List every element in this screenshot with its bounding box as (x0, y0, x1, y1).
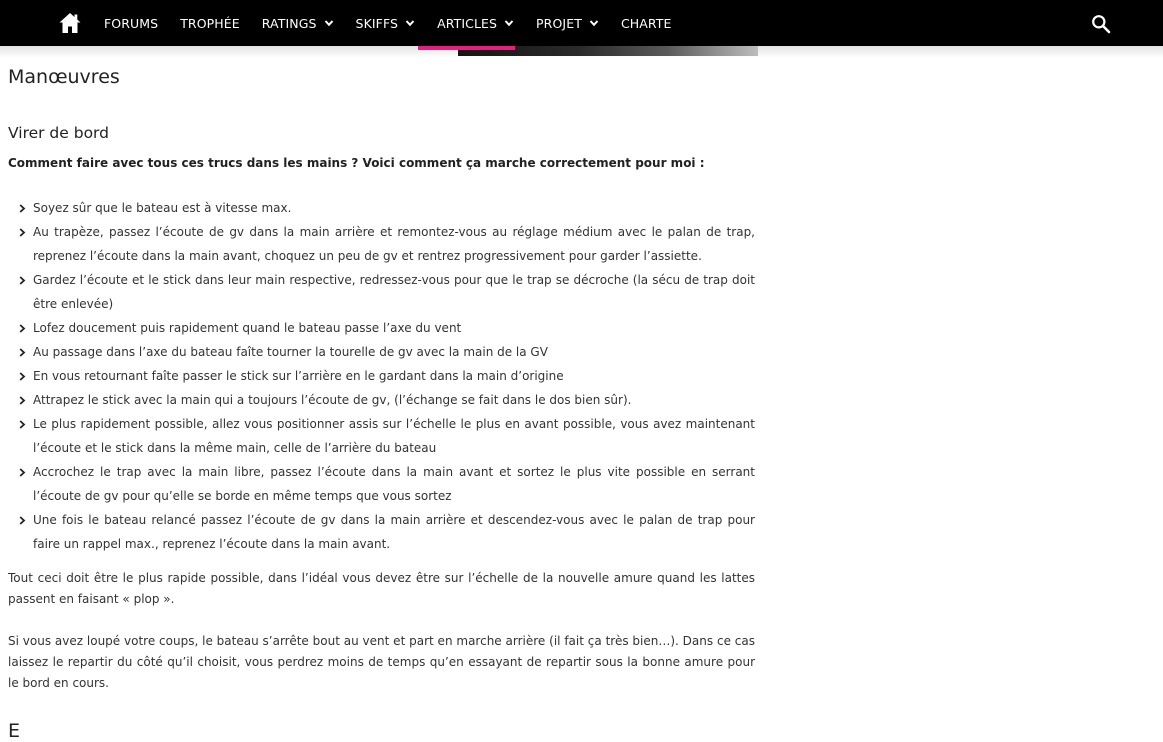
chevron-right-icon (19, 516, 26, 525)
menu-item-trophee[interactable] (180, 0, 240, 46)
chevron-down-icon (405, 18, 415, 28)
list-item-text: Au trapèze, passez l’écoute de gv dans la main arrière et remontez-vous au réglage médium avec le palan de trap, reprenez l’écoute dans la main avant, choquez un peu de gv et rentrez progressivement pour garder l’assiette. (33, 225, 755, 263)
list-item (8, 412, 755, 460)
menu-item-forums[interactable] (104, 0, 158, 46)
chevron-right-icon (19, 396, 26, 405)
menu-item-charte[interactable] (621, 0, 672, 46)
list-item-text: Gardez l’écoute et le stick dans leur main respective, redressez-vous pour que le trap se décroche (la sécu de trap doit être enlevée) (33, 273, 755, 311)
list-item-text: Accrochez le trap avec la main libre, passez l’écoute dans la main avant et sortez le plus vite possible en serrant l’écoute de gv pour qu’elle se borde en même temps que vous sortez (33, 465, 755, 503)
menu-item-projet[interactable] (536, 0, 599, 46)
list-item-text: En vous retournant faîte passer le stick sur l’arrière en le gardant dans la main d’origine (33, 369, 564, 383)
menu-item-label: ARTICLES (437, 15, 498, 31)
home-icon[interactable] (58, 11, 82, 35)
menu-item-label: TROPHÉE (180, 15, 240, 31)
list-item (8, 460, 755, 508)
chevron-right-icon (19, 468, 26, 477)
chevron-down-icon (324, 18, 334, 28)
subsection-heading: Virer de bord (8, 124, 109, 142)
menu-item-articles[interactable] (437, 0, 514, 46)
list-item-text: Lofez doucement puis rapidement quand le bateau passe l’axe du vent (33, 321, 462, 335)
menu-item-ratings[interactable] (262, 0, 334, 46)
menu-item-label: CHARTE (620, 15, 672, 31)
list-item (8, 268, 755, 316)
menu-item-label: PROJET (536, 15, 582, 31)
list-item-text: Une fois le bateau relancé passez l’écoute de gv dans la main arrière et descendez-vous avec le palan de trap pour faire un rappel max., reprenez l’écoute dans la main avant. (33, 513, 755, 551)
list-item (8, 508, 755, 556)
paragraph: Si vous avez loupé votre coups, le bateau s’arrête bout au vent et part en marche arrière (il fait ça très bien…). Dans ce cas laissez le repartir du côté qu’il choisit, vous perdrez moins de temps qu’en essayant de repartir sous la bonne amure pour le bord en cours. (8, 634, 755, 690)
paragraph: Tout ceci doit être le plus rapide possible, dans l’idéal vous devez être sur l’échelle de la nouvelle amure quand les lattes passent en faisant « plop ». (8, 571, 755, 606)
menu-item-label: SKIFFS (355, 15, 399, 31)
active-menu-indicator (418, 46, 515, 50)
chevron-right-icon (19, 276, 26, 285)
chevron-right-icon (19, 348, 26, 357)
chevron-right-icon (19, 420, 26, 429)
search-icon[interactable] (1091, 14, 1111, 34)
menu-item-label: FORUMS (104, 15, 159, 31)
chevron-right-icon (19, 324, 26, 333)
chevron-down-icon (504, 18, 514, 28)
chevron-right-icon (19, 228, 26, 237)
section-heading: Manœuvres (8, 66, 120, 88)
chevron-right-icon (19, 204, 26, 213)
menu-item-label: RATINGS (261, 15, 317, 31)
list-item-text: Soyez sûr que le bateau est à vitesse max. (33, 201, 292, 215)
list-item-text: Attrapez le stick avec la main qui a toujours l’écoute de gv, (l’échange se fait dans le dos bien sûr). (33, 393, 632, 407)
list-item-text: Au passage dans l’axe du bateau faîte tourner la tourelle de gv avec la main de la GV (33, 345, 548, 359)
list-item (8, 388, 755, 412)
chevron-right-icon (19, 372, 26, 381)
next-section-heading: E (8, 720, 21, 742)
list-item (8, 340, 755, 364)
list-item-text: Le plus rapidement possible, allez vous positionner assis sur l’échelle le plus en avant possible, vous avez maintenant l’écoute et le stick dans la même main, celle de l’arrière du bateau (33, 417, 755, 455)
list-item (8, 364, 755, 388)
steps-list (8, 196, 755, 556)
intro-text: Comment faire avec tous ces trucs dans les mains ? Voici comment ça marche correctement pour moi : (8, 156, 705, 170)
menu-item-skiffs[interactable] (356, 0, 416, 46)
main-menu (104, 0, 694, 46)
list-item (8, 220, 755, 268)
chevron-down-icon (589, 18, 599, 28)
list-item (8, 316, 755, 340)
list-item (8, 196, 755, 220)
top-navigation-bar (0, 0, 1163, 46)
